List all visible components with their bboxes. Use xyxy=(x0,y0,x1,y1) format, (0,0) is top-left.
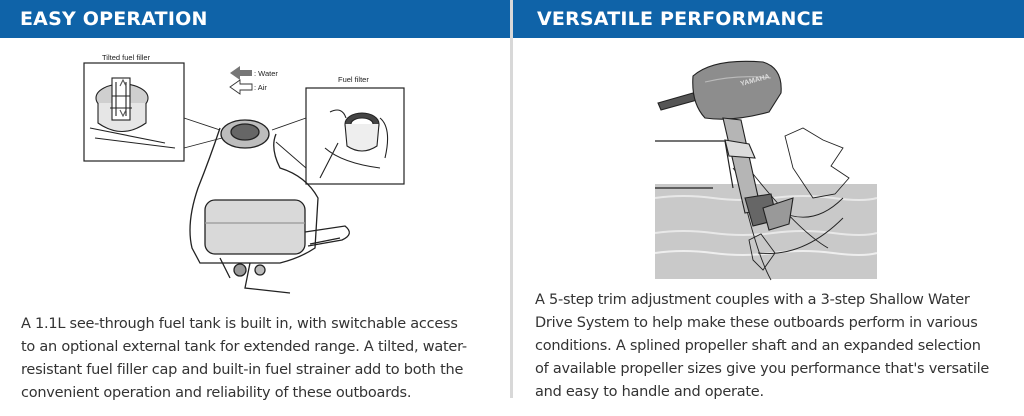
easy-operation-panel xyxy=(0,0,510,416)
easy-operation-title: EASY OPERATION xyxy=(0,0,510,38)
versatile-performance-title: VERSATILE PERFORMANCE xyxy=(513,0,1024,38)
versatile-performance-panel xyxy=(513,0,1024,416)
fuel-filter-label: Fuel filter xyxy=(338,75,369,84)
text-line: to an optional external tank for extended range. A tilted, water- xyxy=(21,339,467,355)
versatile-performance-description xyxy=(535,289,1017,404)
text-line: Drive System to help make these outboards perform in various xyxy=(535,315,978,331)
easy-operation-description xyxy=(21,313,501,405)
text-line: A 1.1L see-through fuel tank is built in, with switchable access xyxy=(21,316,458,332)
text-line: resistant fuel filler cap and built-in fuel strainer add to both the xyxy=(21,362,464,378)
air-arrow-icon xyxy=(230,80,252,94)
text-line: A 5-step trim adjustment couples with a 3-step Shallow Water xyxy=(535,292,970,308)
water-arrow-icon xyxy=(230,66,252,80)
fuel-tank-illustration xyxy=(80,48,410,298)
text-line: conditions. A splined propeller shaft and an expanded selection xyxy=(535,338,981,354)
tilted-filler-label: Tilted fuel filler xyxy=(102,53,151,62)
legend-air-label: : Air xyxy=(254,83,267,92)
legend-water-label: : Water xyxy=(254,69,278,78)
text-line: of available propeller sizes give you performance that's versatile xyxy=(535,361,990,377)
outboard-trim-illustration xyxy=(653,48,893,288)
text-line: and easy to handle and operate. xyxy=(535,384,764,400)
text-line: convenient operation and reliability of these outboards. xyxy=(21,385,412,401)
flow-legend xyxy=(230,66,278,94)
motor-brand-text: YAMAHA xyxy=(739,73,771,88)
fuel-tank-icon xyxy=(205,200,305,254)
